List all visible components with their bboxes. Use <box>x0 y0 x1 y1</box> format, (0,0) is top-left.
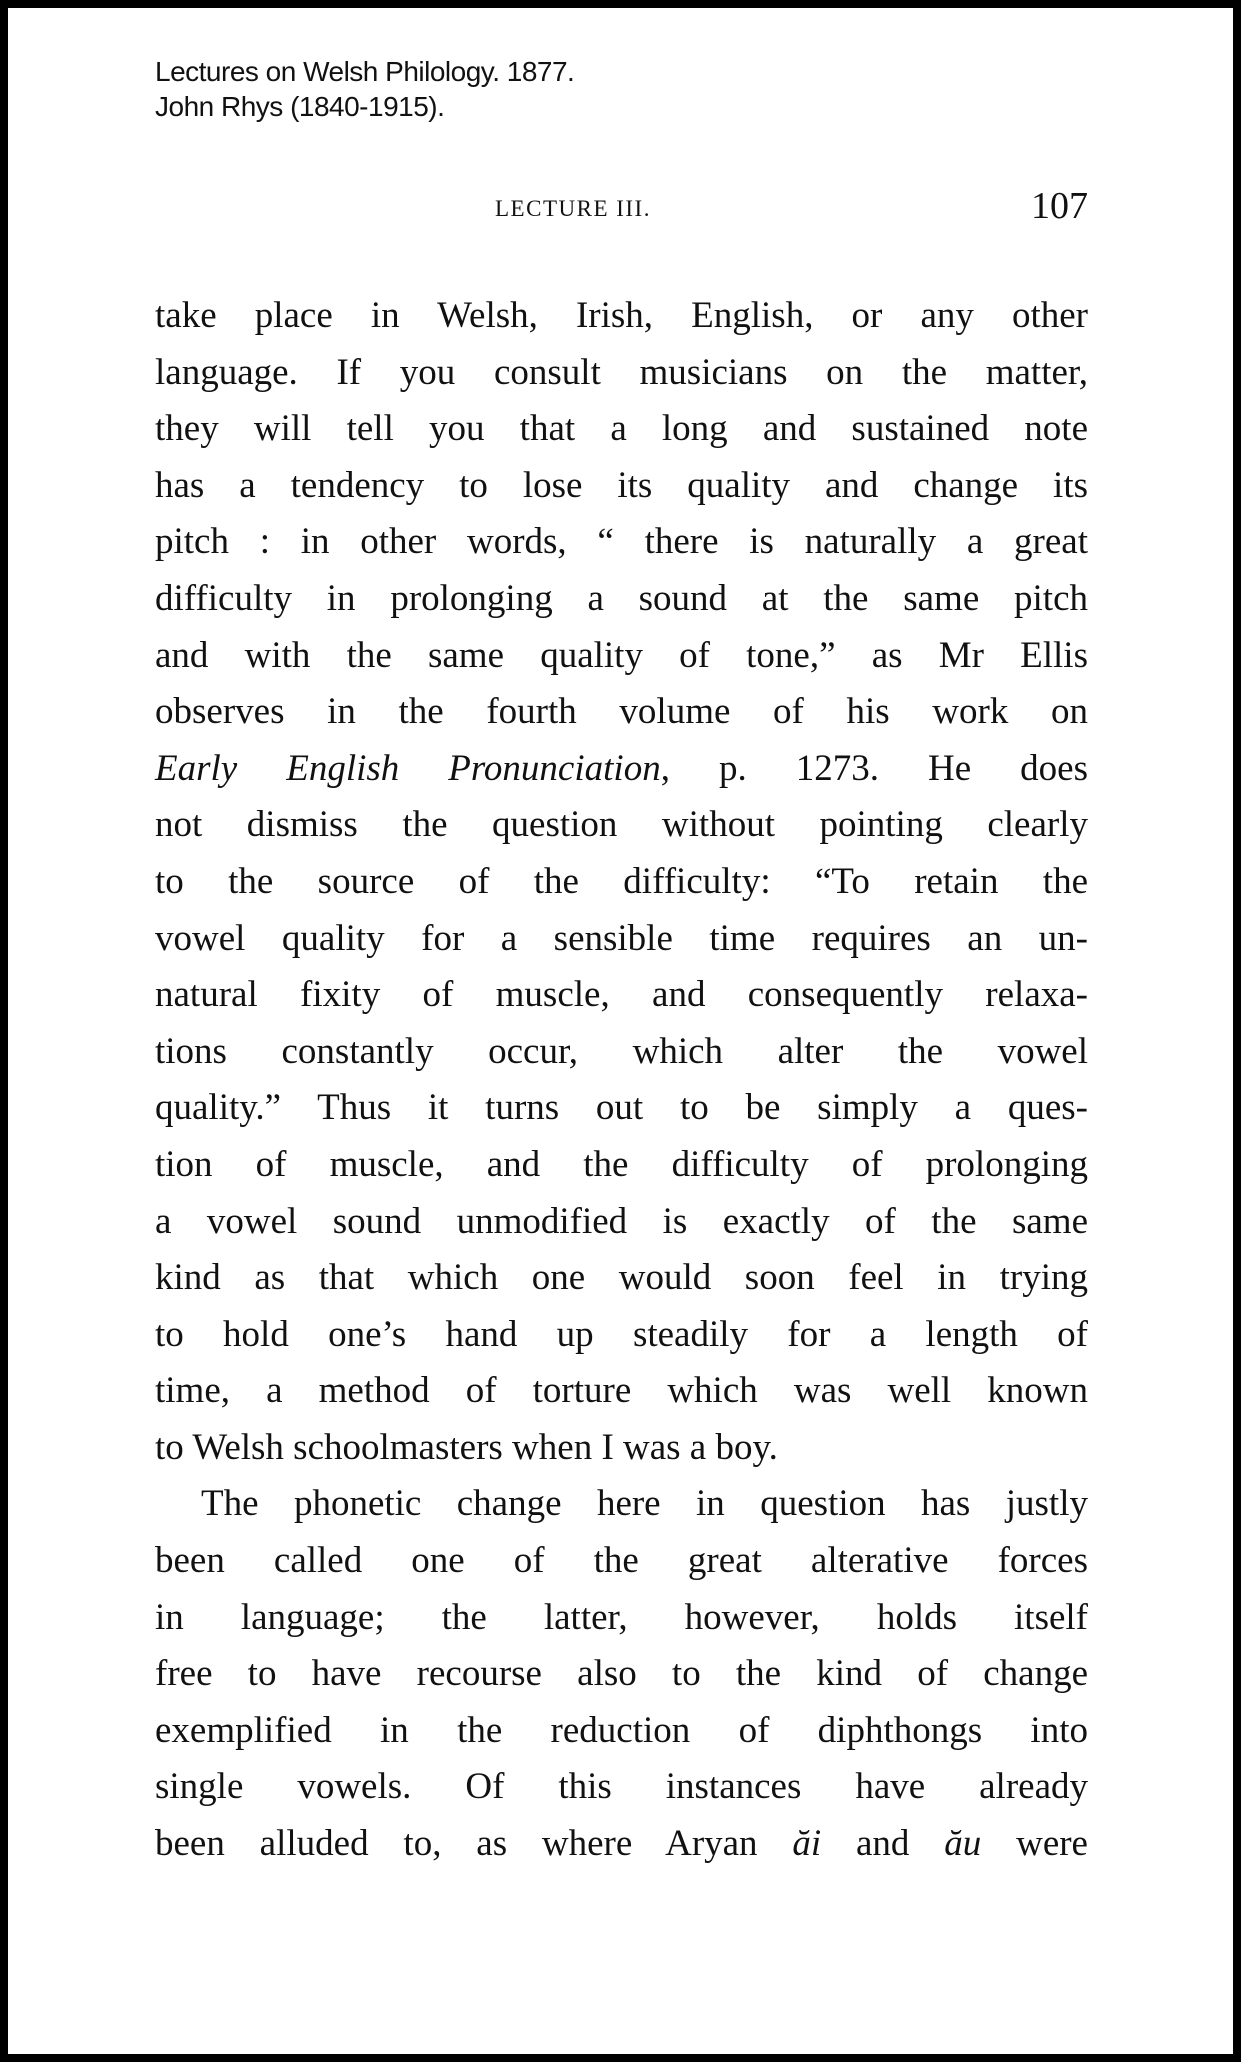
running-head <box>155 184 1088 234</box>
text-line <box>155 911 1088 968</box>
text-segment: take place in Welsh, Irish, English, or any other <box>155 295 1088 336</box>
text-segment: pitch : in other words, “ there is naturally a great <box>155 521 1088 563</box>
text-segment: tions constantly occur, which alter the vowel <box>155 1030 1088 1072</box>
text-segment: natural fixity of muscle, and consequently relaxa- <box>155 974 1088 1016</box>
text-line <box>155 1024 1088 1081</box>
text-line <box>155 1759 1088 1816</box>
text-line <box>155 1363 1088 1420</box>
text-line <box>155 288 1088 345</box>
chapter-title: LECTURE III. <box>495 196 651 221</box>
text-segment: been alluded to, as where Aryan <box>155 1823 793 1865</box>
text-segment: been called one of the great alterative forces <box>155 1540 1088 1582</box>
text-line <box>155 1307 1088 1364</box>
text-segment: they will tell you that a long and sustained note <box>155 408 1088 450</box>
text-line <box>155 1250 1088 1307</box>
text-line <box>155 1646 1088 1703</box>
text-segment: has a tendency to lose its quality and change its <box>155 464 1088 506</box>
text-segment: difficulty in prolonging a sound at the same pitch <box>155 577 1088 619</box>
text-line <box>155 797 1088 854</box>
text-line <box>155 854 1088 911</box>
text-line <box>155 458 1088 515</box>
source-caption <box>155 54 574 124</box>
text-segment: observes in the fourth volume of his work on <box>155 691 1088 733</box>
text-line <box>155 1533 1088 1590</box>
page-number: 107 <box>1031 185 1088 227</box>
text-segment: kind as that which one would soon feel in trying <box>155 1257 1088 1299</box>
text-line <box>155 967 1088 1024</box>
text-line <box>155 345 1088 402</box>
text-line <box>155 1703 1088 1760</box>
italic-text: ăi <box>792 1823 822 1865</box>
text-segment: single vowels. Of this instances have already <box>155 1766 1088 1808</box>
text-segment: exemplified in the reduction of diphthongs into <box>155 1709 1088 1751</box>
text-line <box>155 1194 1088 1251</box>
book-title: Lectures on Welsh Philology. 1877. <box>155 56 575 87</box>
text-segment: in language; the latter, however, holds itself <box>155 1596 1088 1638</box>
italic-text: Early English Pronunciation <box>155 747 661 789</box>
text-segment: a vowel sound unmodified is exactly of the same <box>155 1200 1088 1242</box>
text-line <box>155 1816 1088 1873</box>
text-line <box>155 1590 1088 1647</box>
text-segment: language. If you consult musicians on the matter, <box>155 351 1088 393</box>
text-line <box>155 628 1088 685</box>
text-segment: not dismiss the question without pointing clearly <box>155 804 1088 846</box>
text-line <box>155 1420 1088 1477</box>
text-line <box>155 571 1088 628</box>
book-page <box>8 8 1233 2054</box>
text-line <box>155 684 1088 741</box>
text-segment: to hold one’s hand up steadily for a length of <box>155 1313 1088 1355</box>
italic-text: ău <box>944 1823 982 1865</box>
text-segment: tion of muscle, and the difficulty of prolonging <box>155 1143 1088 1185</box>
author-line: John Rhys (1840-1915). <box>155 91 445 122</box>
text-segment: were <box>981 1823 1088 1865</box>
text-line <box>155 741 1088 798</box>
text-line <box>155 514 1088 571</box>
text-segment: vowel quality for a sensible time requires an un- <box>155 917 1088 959</box>
text-segment: to the source of the difficulty: “To retain the <box>155 860 1088 902</box>
text-segment: and <box>821 1823 945 1865</box>
text-segment: free to have recourse also to the kind of change <box>155 1653 1088 1695</box>
text-segment: quality.” Thus it turns out to be simply a ques- <box>155 1087 1088 1129</box>
text-segment: and with the same quality of tone,” as Mr Ellis <box>155 634 1088 676</box>
text-line <box>155 401 1088 458</box>
text-segment: to Welsh schoolmasters when I was a boy. <box>155 1426 778 1468</box>
text-line <box>155 1080 1088 1137</box>
text-segment: , p. 1273. He does <box>660 747 1089 789</box>
text-line <box>155 1476 1088 1533</box>
text-segment: time, a method of torture which was well known <box>155 1370 1088 1412</box>
text-line <box>155 1137 1088 1194</box>
text-segment: The phonetic change here in question has justly <box>201 1483 1088 1525</box>
body-text <box>155 288 1088 1873</box>
